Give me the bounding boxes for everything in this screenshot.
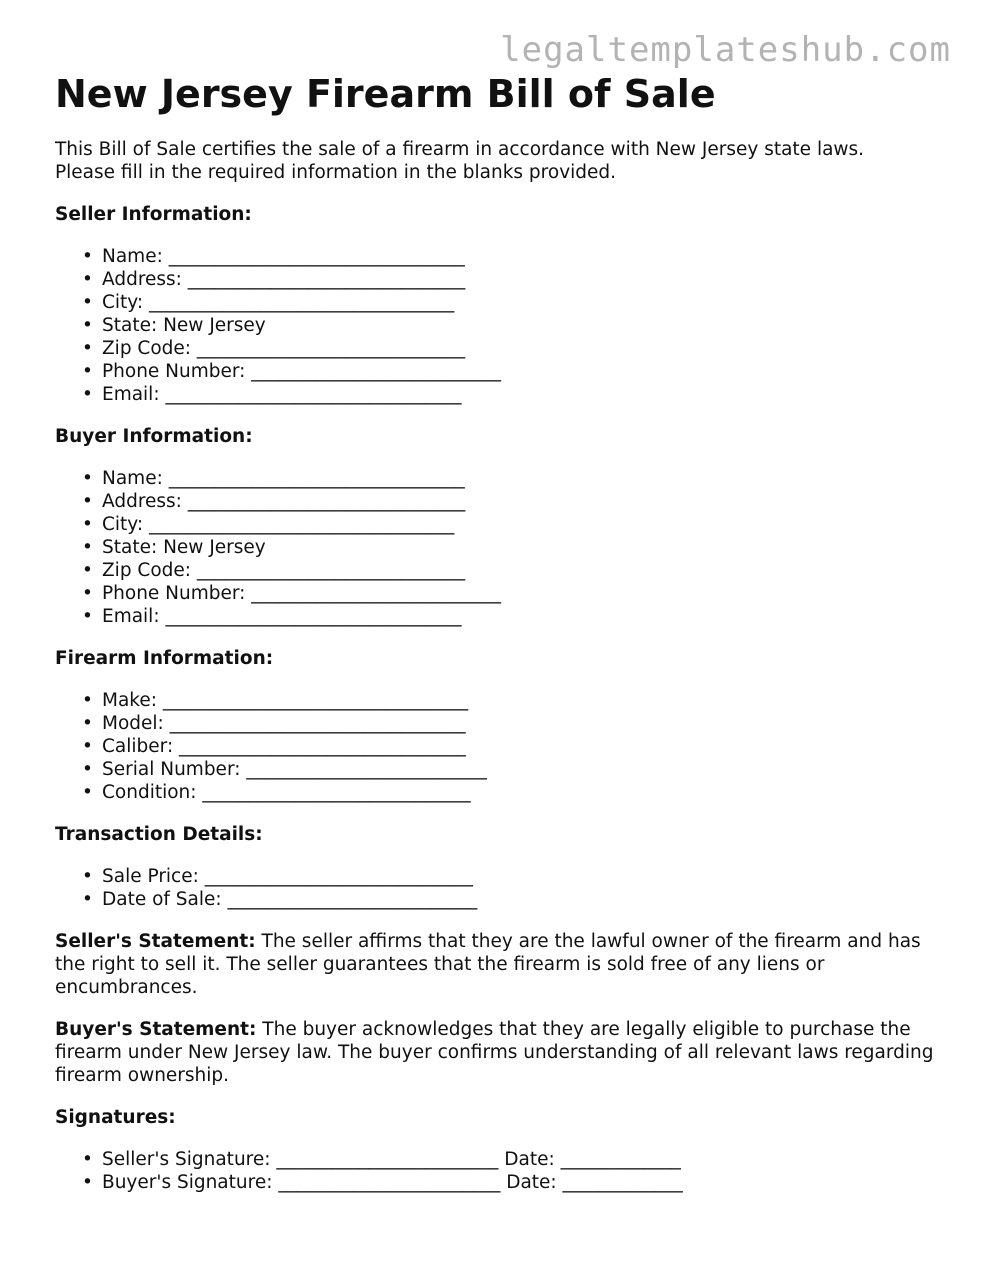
seller-address-field: • Address: ______________________________ <box>55 268 935 291</box>
seller-city-field: • City: _________________________________ <box>55 291 935 314</box>
buyer-zip-field: • Zip Code: _____________________________ <box>55 559 935 582</box>
buyer-statement-text: The buyer acknowledges that they are legally eligible to purchase the firearm under New Jersey law. The buyer confirms understanding of all relevant laws regarding firearm ownership. <box>55 1019 934 1086</box>
signatures-heading: Signatures: <box>55 1107 176 1128</box>
firearm-serial-field: • Serial Number: __________________________ <box>55 758 935 781</box>
buyer-address-field: • Address: ______________________________ <box>55 490 935 513</box>
seller-information-list <box>55 245 935 406</box>
firearm-information-heading: Firearm Information: <box>55 648 274 669</box>
seller-state-field: • State: New Jersey <box>55 314 935 337</box>
document-page <box>55 70 935 1194</box>
seller-signature-field: • Seller's Signature: ________________________ Date: _____________ <box>55 1148 935 1171</box>
seller-statement-label: Seller's Statement: <box>55 931 256 952</box>
signatures-list <box>55 1148 935 1194</box>
buyer-information-heading: Buyer Information: <box>55 426 253 447</box>
transaction-details-heading: Transaction Details: <box>55 824 263 845</box>
seller-phone-field: • Phone Number: ___________________________ <box>55 360 935 383</box>
firearm-model-field: • Model: ________________________________ <box>55 712 935 735</box>
intro-line: This Bill of Sale certifies the sale of a firearm in accordance with New Jersey state laws. <box>55 139 865 160</box>
date-of-sale-field: • Date of Sale: ___________________________ <box>55 888 935 911</box>
firearm-caliber-field: • Caliber: _______________________________ <box>55 735 935 758</box>
intro-line: Please fill in the required information in the blanks provided. <box>55 162 617 183</box>
intro-paragraph <box>55 138 935 184</box>
sale-price-field: • Sale Price: _____________________________ <box>55 865 935 888</box>
firearm-make-field: • Make: _________________________________ <box>55 689 935 712</box>
seller-statement-text: The seller affirms that they are the lawful owner of the firearm and has the right to sell it. The seller guarantees that the firearm is sold free of any liens or encumbrances. <box>55 931 921 998</box>
seller-information-heading: Seller Information: <box>55 204 252 225</box>
buyer-phone-field: • Phone Number: ___________________________ <box>55 582 935 605</box>
buyer-city-field: • City: _________________________________ <box>55 513 935 536</box>
buyer-statement <box>55 1018 935 1087</box>
buyer-name-field: • Name: ________________________________ <box>55 467 935 490</box>
seller-zip-field: • Zip Code: _____________________________ <box>55 337 935 360</box>
seller-email-field: • Email: ________________________________ <box>55 383 935 406</box>
buyer-signature-field: • Buyer's Signature: ________________________ Date: _____________ <box>55 1171 935 1194</box>
firearm-condition-field: • Condition: _____________________________ <box>55 781 935 804</box>
firearm-information-list <box>55 689 935 804</box>
document-title: New Jersey Firearm Bill of Sale <box>55 72 716 116</box>
buyer-state-field: • State: New Jersey <box>55 536 935 559</box>
buyer-email-field: • Email: ________________________________ <box>55 605 935 628</box>
transaction-details-list <box>55 865 935 911</box>
seller-statement <box>55 930 935 999</box>
seller-name-field: • Name: ________________________________ <box>55 245 935 268</box>
watermark: legaltemplateshub.com <box>500 30 951 70</box>
buyer-information-list <box>55 467 935 628</box>
buyer-statement-label: Buyer's Statement: <box>55 1019 257 1040</box>
